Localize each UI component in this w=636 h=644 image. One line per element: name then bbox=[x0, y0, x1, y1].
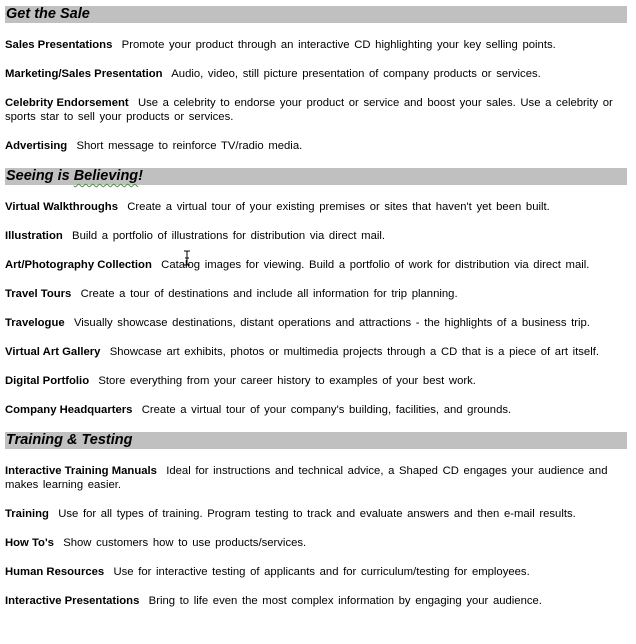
entry bbox=[5, 287, 627, 301]
entry-term: Interactive Presentations bbox=[5, 595, 140, 607]
entry-desc: Visually showcase destinations, distant operations and attractions - the highlights of a business trip. bbox=[73, 317, 590, 329]
entry-term: Human Resources bbox=[5, 566, 105, 578]
entry bbox=[5, 464, 627, 492]
entry bbox=[5, 96, 627, 124]
section-training-testing bbox=[5, 432, 627, 608]
spellcheck-word: Believing bbox=[73, 168, 139, 184]
entry bbox=[5, 200, 627, 214]
entry-term: Sales Presentations bbox=[5, 39, 113, 51]
entry-term: Travel Tours bbox=[5, 288, 72, 300]
entry bbox=[5, 507, 627, 521]
entry-desc: Show customers how to use products/services. bbox=[63, 537, 307, 549]
entry bbox=[5, 229, 627, 243]
entry-desc: Use for interactive testing of applicants and for curriculum/testing for employees. bbox=[113, 566, 530, 578]
section-heading: Get the Sale bbox=[5, 6, 627, 23]
entry-term: Virtual Art Gallery bbox=[5, 346, 101, 358]
entry bbox=[5, 536, 627, 550]
entry-term: Celebrity Endorsement bbox=[5, 97, 129, 109]
entry-desc: Ideal for instructions and technical advice, a Shaped CD engages your audience and makes learning easier. bbox=[5, 465, 608, 491]
entry-term: Company Headquarters bbox=[5, 404, 133, 416]
entry-desc: Use a celebrity to endorse your product or service and boost your sales. Use a celebrity or sports star to sell your products or services. bbox=[5, 97, 613, 123]
entry-desc: Create a tour of destinations and include all information for trip planning. bbox=[80, 288, 458, 300]
entry-desc: Use for all types of training. Program testing to track and evaluate answers and then e-mail results. bbox=[58, 508, 576, 520]
entry-desc: Promote your product through an interactive CD highlighting your key selling points. bbox=[121, 39, 556, 51]
entry-term: Illustration bbox=[5, 230, 63, 242]
entry bbox=[5, 67, 627, 81]
heading-text: ! bbox=[138, 168, 144, 184]
entry-desc: Build a portfolio of illustrations for distribution via direct mail. bbox=[72, 230, 386, 242]
section-seeing-is-believing bbox=[5, 168, 627, 417]
section-heading bbox=[5, 168, 627, 185]
section-heading: Training & Testing bbox=[5, 432, 627, 449]
section-get-the-sale bbox=[5, 6, 627, 153]
entry-desc: Audio, video, still picture presentation of company products or services. bbox=[171, 68, 541, 80]
entry-desc: Create a virtual tour of your company's building, facilities, and grounds. bbox=[141, 404, 512, 416]
entry bbox=[5, 139, 627, 153]
entry bbox=[5, 565, 627, 579]
entry bbox=[5, 594, 627, 608]
entry bbox=[5, 345, 627, 359]
entry-desc: Short message to reinforce TV/radio media. bbox=[76, 140, 303, 152]
entry-term: Training bbox=[5, 508, 49, 520]
entry bbox=[5, 316, 627, 330]
entry-term: Art/Photography Collection bbox=[5, 259, 152, 271]
entry bbox=[5, 38, 627, 52]
entry-term: Digital Portfolio bbox=[5, 375, 90, 387]
entry-term: Interactive Training Manuals bbox=[5, 465, 157, 477]
entry-term: Advertising bbox=[5, 140, 68, 152]
entry bbox=[5, 403, 627, 417]
entry-desc: Create a virtual tour of your existing premises or sites that haven't yet been built. bbox=[127, 201, 550, 213]
entry bbox=[5, 374, 627, 388]
entry-term: How To's bbox=[5, 537, 54, 549]
entry-desc: Bring to life even the most complex information by engaging your audience. bbox=[148, 595, 542, 607]
entry-desc: Catalog images for viewing. Build a portfolio of work for distribution via direct mail. bbox=[161, 259, 590, 271]
entry bbox=[5, 258, 627, 272]
entry-term: Marketing/Sales Presentation bbox=[5, 68, 163, 80]
entry-term: Travelogue bbox=[5, 317, 65, 329]
heading-text: Seeing is bbox=[6, 168, 74, 184]
entry-term: Virtual Walkthroughs bbox=[5, 201, 118, 213]
entry-desc: Store everything from your career history to examples of your best work. bbox=[98, 375, 476, 387]
entry-desc: Showcase art exhibits, photos or multimedia projects through a CD that is a piece of art itself. bbox=[109, 346, 599, 358]
